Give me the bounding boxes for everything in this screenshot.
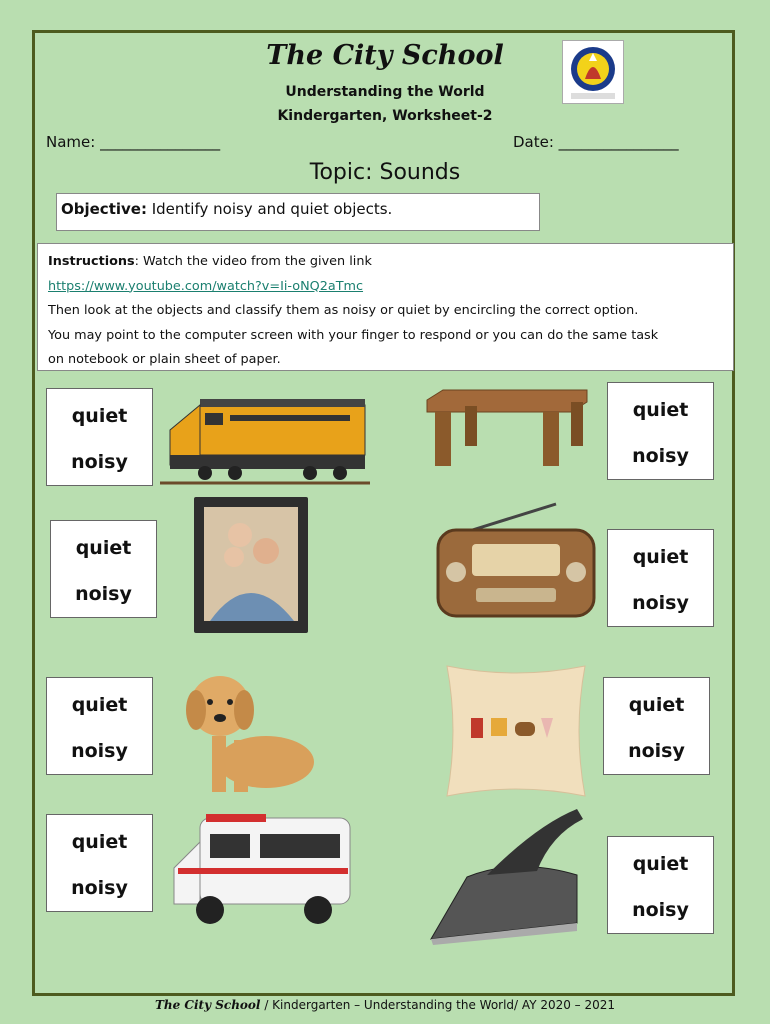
footer [0,998,770,1012]
subject-title: Understanding the World [285,84,485,100]
instructions-line1: : Watch the video from the given link [134,254,372,269]
objective-text: Identify noisy and quiet objects. [146,200,393,218]
option-noisy[interactable]: noisy [632,445,689,467]
option-quiet[interactable]: quiet [632,853,689,875]
option-quiet[interactable]: quiet [632,399,689,421]
table-icon [425,388,590,472]
pillow-icon [441,660,591,806]
option-quiet[interactable]: quiet [71,694,128,716]
option-noisy[interactable]: noisy [632,592,689,614]
option-box-train[interactable] [46,388,153,486]
video-link[interactable]: https://www.youtube.com/watch?v=Ii-oNQ2aTmc [48,278,364,294]
objective-label: Objective: [61,200,147,218]
option-quiet[interactable]: quiet [628,694,685,716]
instructions-line2: Then look at the objects and classify them as noisy or quiet by encircling the correct option. [48,303,639,318]
option-noisy[interactable]: noisy [632,899,689,921]
instructions-line4: on notebook or plain sheet of paper. [48,352,281,367]
option-noisy[interactable]: noisy [71,451,128,473]
radio-icon [436,500,596,624]
option-box-ambulance[interactable] [46,814,153,912]
option-quiet[interactable]: quiet [75,537,132,559]
iron-icon [427,805,587,949]
objective-box [56,193,540,231]
date-field: Date: ________________ [513,133,679,151]
option-box-pillow[interactable] [603,677,710,775]
option-quiet[interactable]: quiet [71,831,128,853]
train-icon [160,385,370,494]
option-noisy[interactable]: noisy [71,877,128,899]
school-logo-icon [562,40,624,104]
option-quiet[interactable]: quiet [632,546,689,568]
option-box-iron[interactable] [607,836,714,934]
option-box-radio[interactable] [607,529,714,627]
option-noisy[interactable]: noisy [628,740,685,762]
footer-school: The City School [154,998,261,1012]
footer-text: / Kindergarten – Understanding the World/ AY 2020 – 2021 [260,998,616,1012]
option-noisy[interactable]: noisy [71,740,128,762]
photo-frame-icon [190,495,312,641]
name-field: Name: ________________ [46,133,221,151]
puppy-icon [178,666,323,802]
option-box-table[interactable] [607,382,714,480]
option-quiet[interactable]: quiet [71,405,128,427]
ambulance-icon [170,812,355,934]
instructions-box [37,243,734,371]
option-noisy[interactable]: noisy [75,583,132,605]
topic-heading: Topic: Sounds [309,160,461,185]
option-box-photo-frame[interactable] [50,520,157,618]
instructions-label: Instructions [48,254,135,269]
worksheet-title: Kindergarten, Worksheet-2 [277,108,493,124]
instructions-line3: You may point to the computer screen with your finger to respond or you can do the same task [48,327,659,343]
option-box-puppy[interactable] [46,677,153,775]
school-title: The City School [266,40,504,71]
